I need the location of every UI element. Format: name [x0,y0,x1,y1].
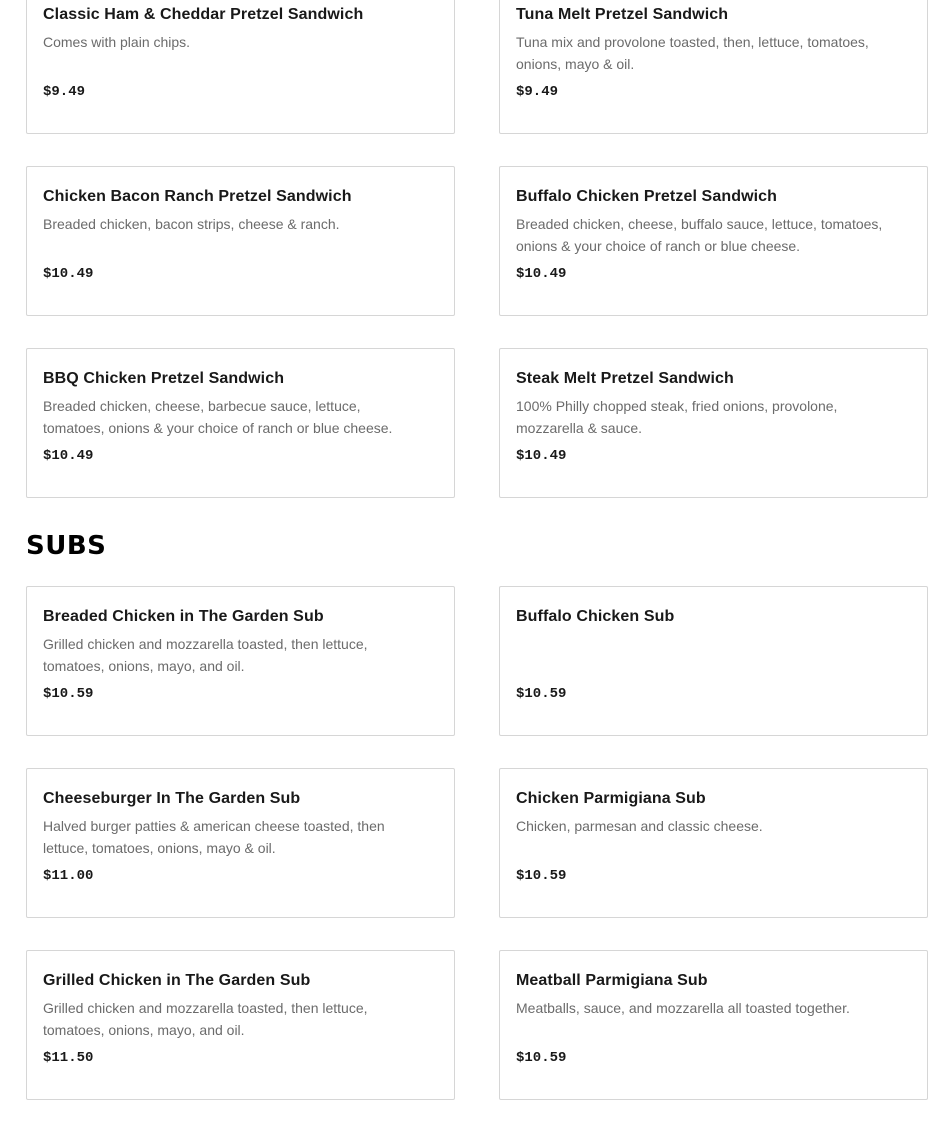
menu-item-name: Classic Ham & Cheddar Pretzel Sandwich [43,6,364,23]
menu-item-name: Grilled Chicken in The Garden Sub [43,972,311,989]
menu-item-card[interactable] [499,348,928,498]
section-heading-subs: SUBS [26,531,107,561]
pretzel-sandwich-section [26,0,928,498]
menu-item-card[interactable] [499,586,928,736]
menu-item-description: Breaded chicken, cheese, barbecue sauce, lettuce, tomatoes, onions & your choice of ranch or blue cheese. [43,398,393,436]
menu-item-price: $10.59 [516,1050,567,1066]
menu-item-card[interactable] [26,768,455,918]
menu-item-description: Grilled chicken and mozzarella toasted, then lettuce, tomatoes, onions, mayo, and oil. [43,636,368,674]
menu-item-price: $10.49 [516,266,567,282]
menu-item-name: Breaded Chicken in The Garden Sub [43,608,324,625]
menu-item-card[interactable] [26,586,455,736]
menu-item-name: Meatball Parmigiana Sub [516,972,708,989]
menu-item-card[interactable] [499,0,928,134]
menu-item-card[interactable] [499,950,928,1100]
menu-item-price: $9.49 [516,84,559,100]
menu-item-card[interactable] [26,0,455,134]
menu-item-description: 100% Philly chopped steak, fried onions, provolone, mozzarella & sauce. [516,398,838,436]
menu-item-price: $11.50 [43,1050,94,1066]
menu-item-price: $10.59 [516,686,567,702]
menu-item-description: Tuna mix and provolone toasted, then, lettuce, tomatoes, onions, mayo & oil. [516,34,869,72]
menu-item-description: Comes with plain chips. [43,34,191,50]
menu-item-name: Chicken Bacon Ranch Pretzel Sandwich [43,188,352,205]
menu-item-price: $10.59 [43,686,94,702]
menu-item-grid [26,586,928,1100]
menu-item-description: Breaded chicken, bacon strips, cheese & ranch. [43,216,340,232]
menu-item-card[interactable] [499,166,928,316]
menu-item-name: Buffalo Chicken Pretzel Sandwich [516,188,778,205]
menu-item-description: Halved burger patties & american cheese toasted, then lettuce, tomatoes, onions, mayo & oil. [43,818,385,856]
menu-item-name: Chicken Parmigiana Sub [516,790,706,807]
subs-section [26,586,928,1100]
menu-item-price: $11.00 [43,868,94,884]
menu-item-name: BBQ Chicken Pretzel Sandwich [43,370,285,387]
menu-item-price: $10.59 [516,868,567,884]
menu-item-name: Cheeseburger In The Garden Sub [43,790,301,807]
menu-item-card[interactable] [26,166,455,316]
menu-item-description: Grilled chicken and mozzarella toasted, then lettuce, tomatoes, onions, mayo, and oil. [43,1000,368,1038]
menu-item-price: $10.49 [43,266,94,282]
menu-item-description: Chicken, parmesan and classic cheese. [516,818,763,834]
menu-item-price: $10.49 [516,448,567,464]
menu-item-grid [26,0,928,498]
menu-item-card[interactable] [499,768,928,918]
menu-item-description: Meatballs, sauce, and mozzarella all toasted together. [516,1000,850,1016]
menu-item-card[interactable] [26,348,455,498]
menu-item-name: Tuna Melt Pretzel Sandwich [516,6,729,23]
menu-item-description: Breaded chicken, cheese, buffalo sauce, lettuce, tomatoes, onions & your choice of ranch or blue cheese. [516,216,883,254]
menu-item-price: $9.49 [43,84,86,100]
menu-item-name: Buffalo Chicken Sub [516,608,675,625]
menu-item-price: $10.49 [43,448,94,464]
menu-item-card[interactable] [26,950,455,1100]
menu-item-name: Steak Melt Pretzel Sandwich [516,370,734,387]
